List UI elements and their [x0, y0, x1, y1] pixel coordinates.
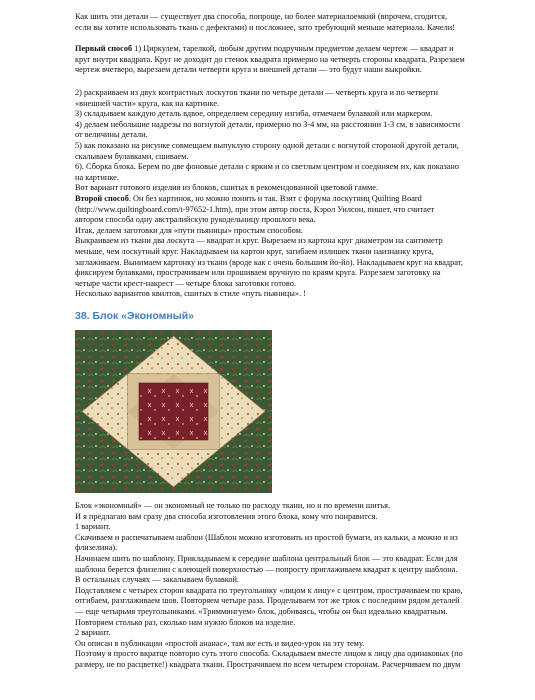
- red-center-square: [139, 383, 208, 440]
- text-line: Блок «экономный» — он экономный не только по расходу ткани, но и по времени шитья.: [75, 501, 391, 510]
- method-two-title: Второй способ: [75, 194, 129, 203]
- text-line: Он описан в публикации «простой ананас», там же есть и видео-урок на эту тему.: [75, 638, 365, 648]
- text-line: меньше, чем лоскутный круг. Накладываем на картон круг, загибаем излишек ткани наизнанку круга,: [75, 246, 434, 256]
- text-line: 1 вариант.: [75, 522, 111, 532]
- text-line: Выкраиваем из ткани два лоскута — квадрат и круг. Вырезаем из картона круг диаметром на сантиметр: [75, 236, 443, 246]
- text-line: автором способа одну австралийскую рукодельницу прошлого века.: [75, 215, 316, 225]
- text-line: Скачиваем и распечатываем шаблон (Шаблон можно изготовить из простой бумаги, из кальки, а можно и из: [75, 532, 458, 542]
- text-line: 2) раскраиваем из двух контрастных лоскутов ткани по четыре детали — четверть круга и по четверти: [75, 88, 438, 97]
- text-run: 1) Циркулем, тарелкой, любым другим подручным предметом делаем чертеж — квадрат и: [132, 44, 454, 53]
- text-line: флизелина).: [75, 543, 118, 553]
- text-line: И я предлагаю вам сразу два способа изготовления этого блока, кому что понравится.: [75, 511, 378, 521]
- economy-paragraph: [75, 501, 497, 671]
- method-one-paragraph: [75, 44, 497, 76]
- text-line: Итак, делаем заготовки для «пути пьяницы» простым способом.: [75, 225, 303, 235]
- text-line: Поэтому я просто вкратце повторю суть этого способа. Складываем вместе лицом к лицу два одинаковых (по: [75, 649, 463, 659]
- text-line: на картинке.: [75, 172, 119, 182]
- text-line: [75, 44, 497, 55]
- text-line: от величины детали.: [75, 130, 148, 140]
- text-line: четыре части крест-накрест — четыре блока заготовки готово.: [75, 278, 296, 288]
- method-one-title: Первый способ: [75, 44, 133, 53]
- text-line: «внешней части» круга, как на картинке.: [75, 98, 220, 108]
- text-line: круг внутри квадрата. Круг не доходит до стенок квадрата примерно на четверть стороны квадрата. Разрезаем: [75, 54, 465, 64]
- text-line: 3) складываем каждую деталь вдвое, определяем середину изгиба, отмечаем булавкой или маркером.: [75, 109, 433, 119]
- text-line: Начинаем шить по шаблону. Прикладываем к середине шаблона центральный блок — это квадрат. Если для: [75, 553, 458, 563]
- text-run: . Он без картинок, но можно понять и так. Взят с форума лоскутниц Quilting Board: [128, 194, 422, 203]
- text-line: шаблона берется флизелин с клеющей поверхностью — попросту приглаживаем квадрат к центру шаблона.: [75, 564, 458, 574]
- text-line: заглаживаем. Вынимаем картонку из ткани (вроде как с очень большим йо-йо). Накладываем круг на квадрат,: [75, 257, 463, 267]
- text-line: чертеж вчетверо, вырезаем детали четверти круга и внешней детали — это будут наши выкройки.: [75, 65, 422, 75]
- text-line: 5) как показано на рисунке совмещаем выпуклую сторону одной детали с вогнутой стороной другой детали,: [75, 140, 459, 150]
- text-line: 6). Сборка блока. Берем по две фоновые детали с ярким и со светлым центром и соединяем их, как показано: [75, 162, 459, 172]
- text-line: скалываем булавками, сшиваем.: [75, 151, 189, 161]
- method-two-paragraph: [75, 194, 497, 300]
- text-line: 2 вариант.: [75, 628, 111, 638]
- intro-paragraph: [75, 12, 497, 33]
- text-line: Как шить эти детали — существует два способа, попроще, но более материалоемкий (впрочем, сгодится,: [75, 12, 448, 21]
- text-line: Повторяем столько раз, сколько нам нужно блоков на изделие.: [75, 617, 296, 627]
- text-line: Подставляем с четырех сторон квадрата по треугольнику «лицом к лицу» с центром, прострачиваем по краю,: [75, 585, 463, 595]
- text-line: 4) делаем небольшие надрезы по вогнутой детали, примерно по 3-4 мм, на расстоянии 1-3 см, в зависимости: [75, 119, 461, 129]
- text-line: отгибаем, разглаживаем шов. Повторяем четыре раза. Проделываем тот же трюк с последним рядом деталей: [75, 596, 460, 606]
- quilt-block-image: [75, 330, 272, 493]
- text-line: В остальных случаях — закалываем булавкой.: [75, 575, 240, 585]
- text-line: — еще четырьмя треугольниками. «Триммингуем» блок, добиваясь, чтобы он был идеально квадратным.: [75, 606, 448, 616]
- text-line: (http://www.quiltingboard.com/t-97652-1.htm), при этом автор поста, Кэрол Уилсон, пишет, что считает: [75, 204, 435, 214]
- section-heading: 38. Блок «Экономный»: [75, 310, 195, 322]
- text-line: размеру, не по расцветке!) квадрата ткани. Прострачиваем по всем четырем сторонам. Расчерчиваем по двум: [75, 659, 461, 669]
- text-line: если вы хотите использовать ткань с дефектами) и посложнее, зато требующий меньше материала. Качели!: [75, 22, 455, 32]
- steps-paragraph: [75, 88, 497, 194]
- text-line: [75, 194, 497, 205]
- text-line: Вот вариант готового изделия из блоков, сшитых в рекомендованной цветовой гамме.: [75, 183, 379, 193]
- text-line: Несколько вариантов квилтов, сшитых в стиле «путь пьяницы». !: [75, 289, 306, 299]
- text-line: фиксируем булавками, прострачиваем или прошиваем вручную по краям круга. Разрезаем заготовку на: [75, 268, 441, 278]
